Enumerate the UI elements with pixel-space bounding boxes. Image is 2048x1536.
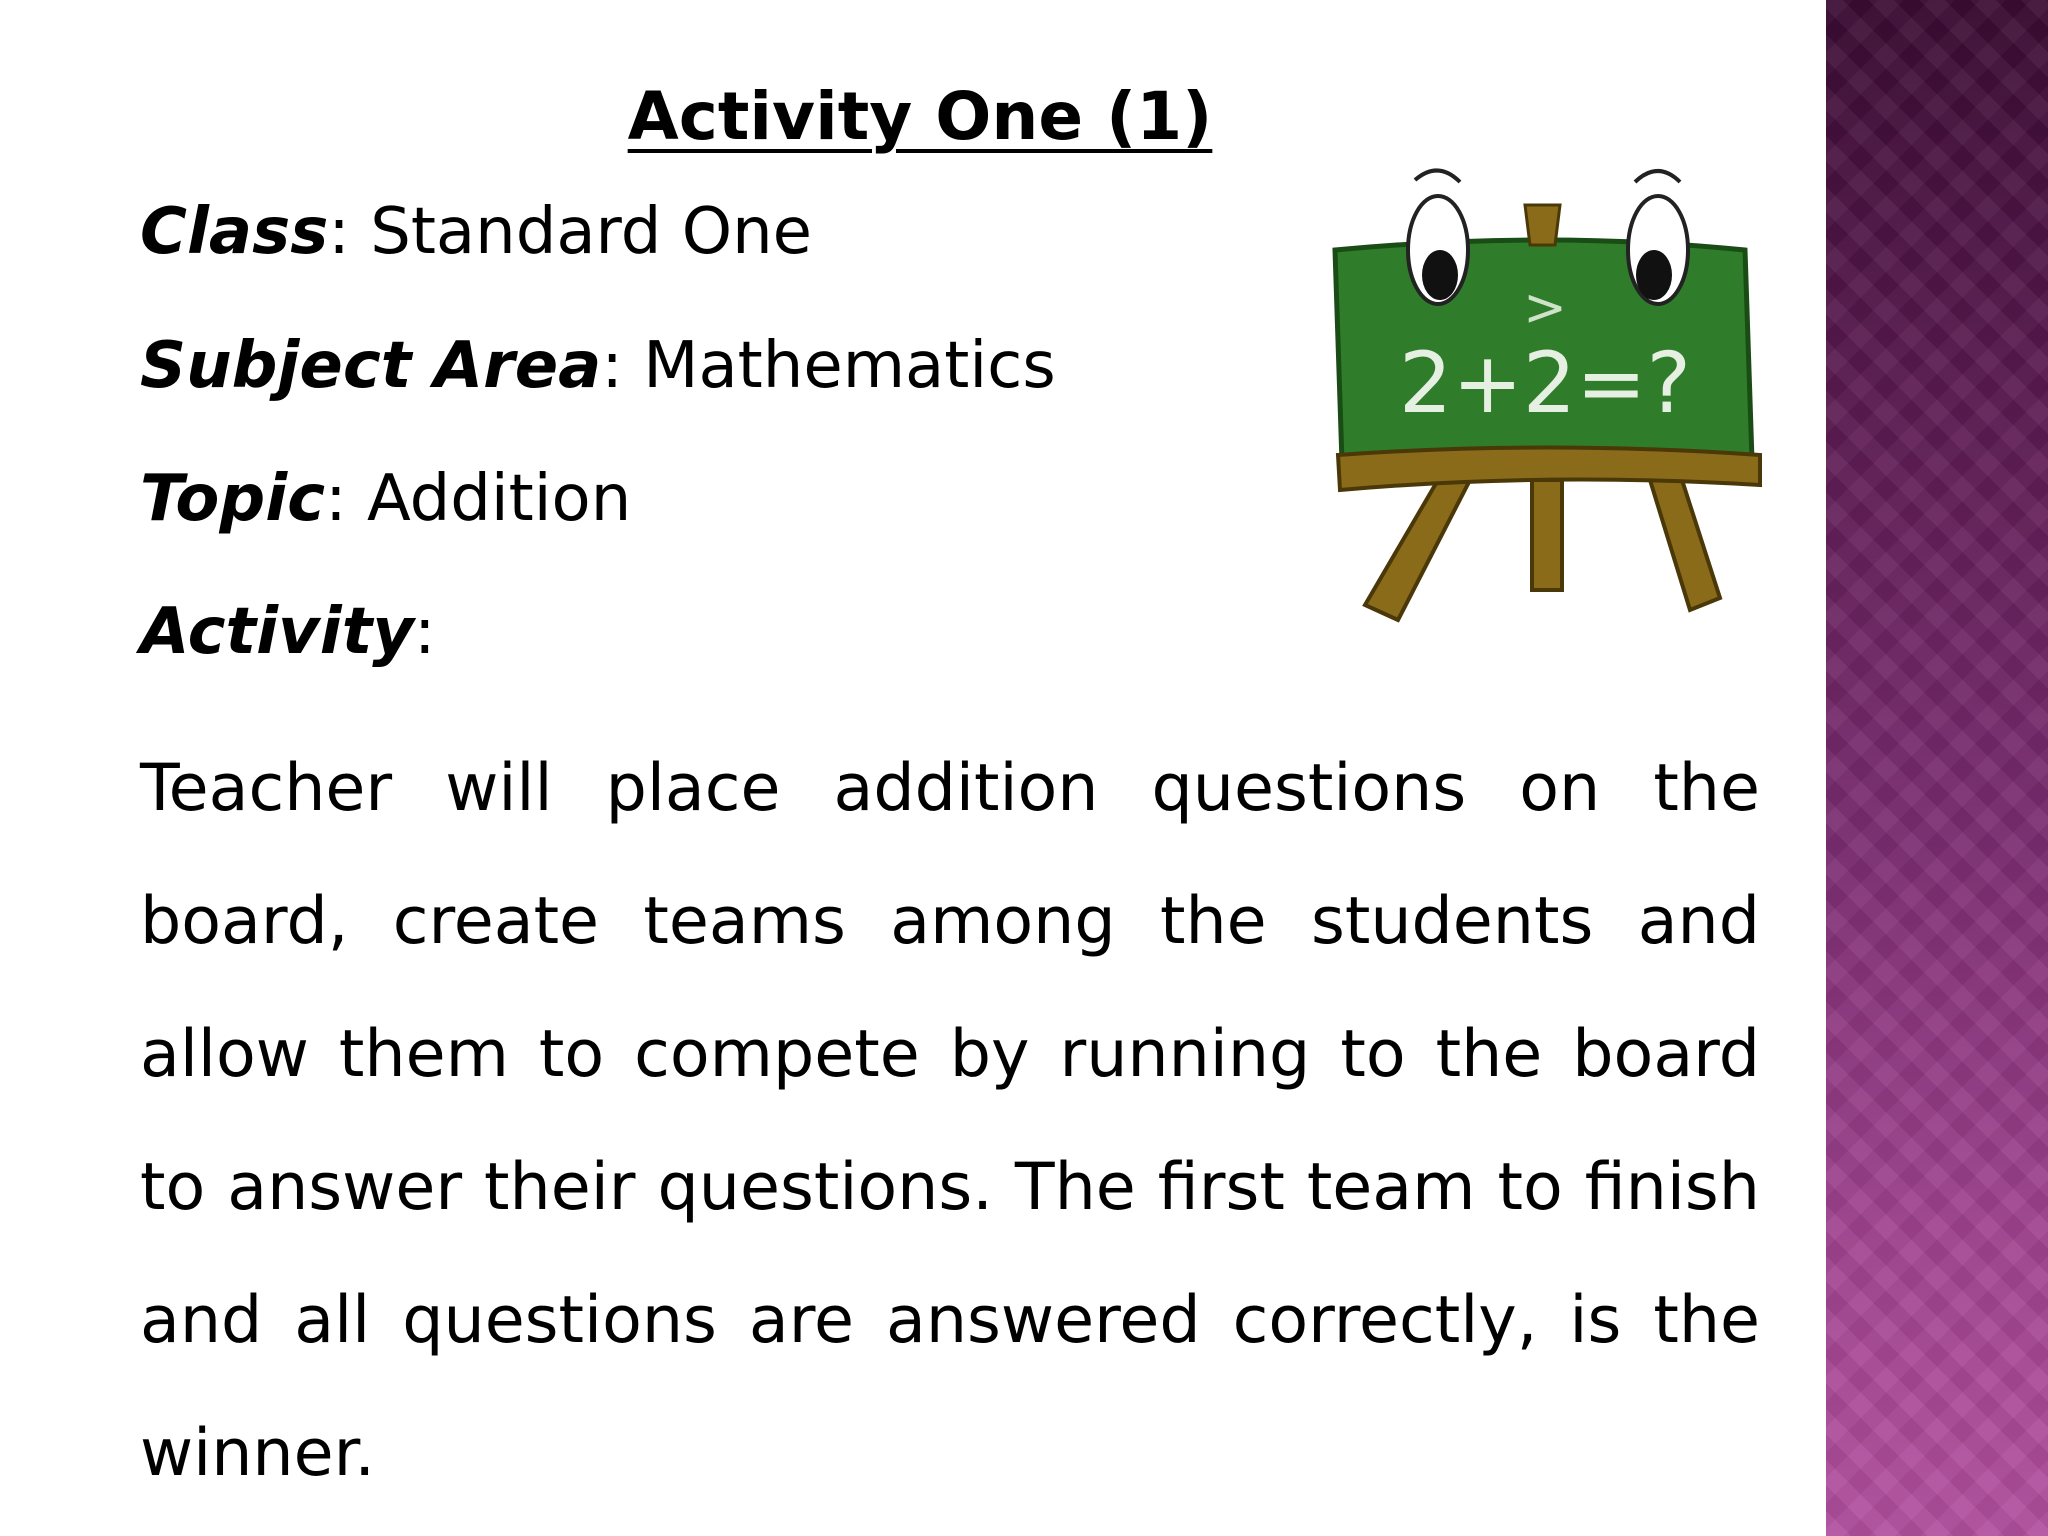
activity-description: Teacher will place addition questions on the board, create teams among the students and allow them to compete by running to the board to answer their questions. The first team to finish and all questions are answered correctly, is the winner.	[140, 751, 1760, 1491]
subject-value: Mathematics	[643, 329, 1056, 403]
topic-label: Topic	[140, 462, 326, 536]
activity-separator: :	[414, 595, 436, 669]
right-eyebrow	[1635, 171, 1680, 182]
class-value: Standard One	[370, 195, 812, 269]
chalk-equation: 2+2=?	[1398, 334, 1692, 432]
left-eyebrow	[1415, 170, 1460, 182]
left-pupil	[1422, 250, 1458, 300]
easel-top-peg	[1525, 205, 1560, 245]
class-field	[140, 192, 812, 272]
easel-middle-leg	[1532, 480, 1562, 590]
subject-label: Subject Area	[140, 329, 602, 403]
slide-title	[0, 72, 1840, 162]
decorative-side-band	[1826, 0, 2048, 1536]
class-separator: :	[328, 195, 350, 269]
right-pupil	[1636, 250, 1672, 300]
easel-left-leg	[1365, 480, 1470, 620]
topic-value: Addition	[366, 462, 632, 536]
chalkboard-easel-image	[1320, 150, 1770, 630]
activity-field	[140, 592, 436, 672]
chalk-symbol: >	[1523, 278, 1567, 338]
subject-separator: :	[601, 329, 623, 403]
activity-label: Activity	[140, 595, 414, 669]
topic-field	[140, 459, 631, 539]
topic-separator: :	[325, 462, 347, 536]
class-label: Class	[140, 195, 329, 269]
slide-title-text: Activity One (1)	[627, 78, 1213, 155]
subject-field	[140, 326, 1056, 406]
easel-right-leg	[1650, 480, 1720, 610]
